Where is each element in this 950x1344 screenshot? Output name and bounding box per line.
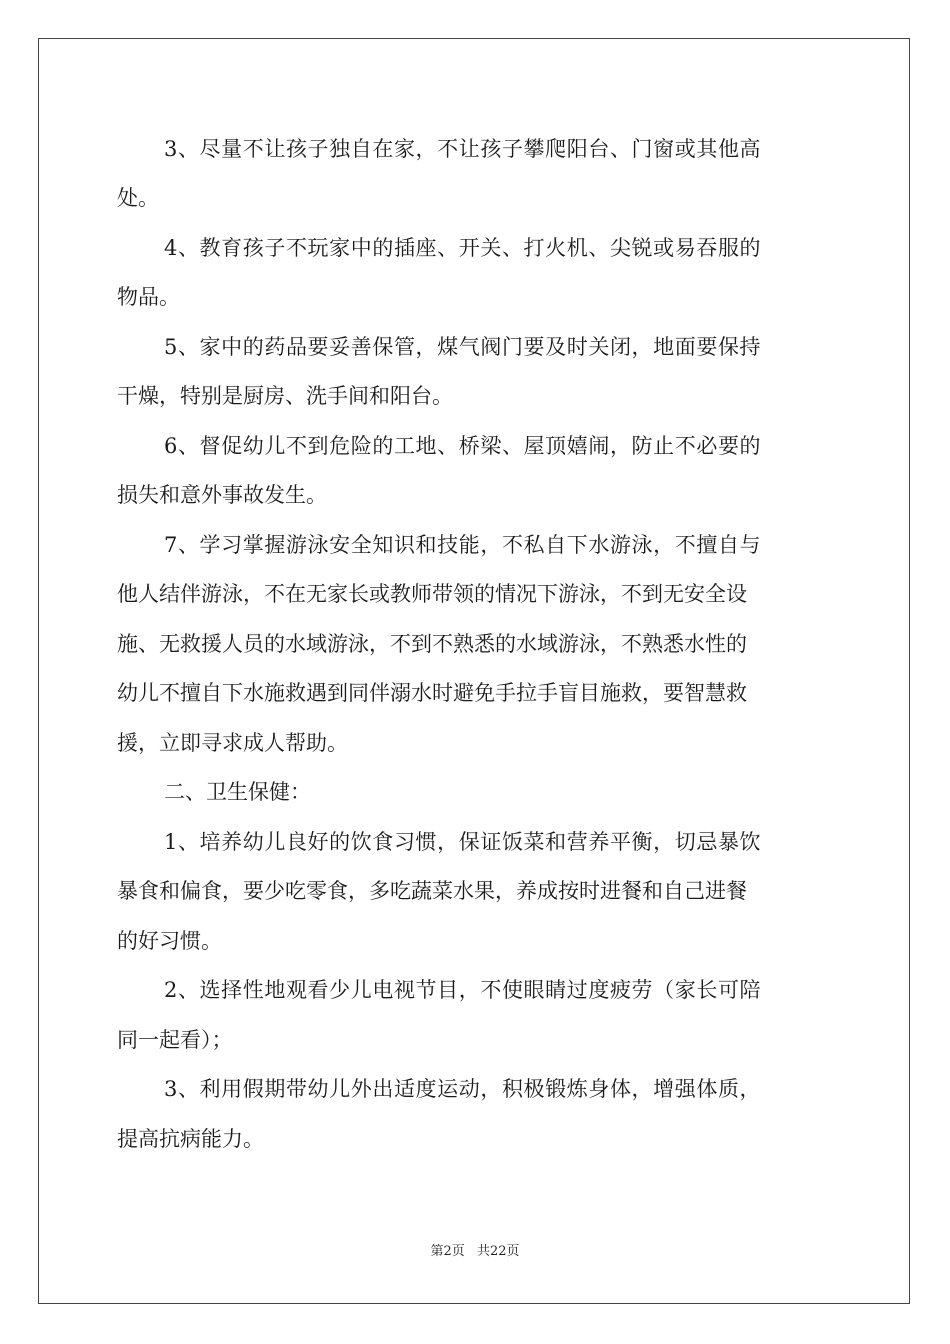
paragraph-line: 处。 xyxy=(117,186,159,210)
paragraph-line: 提高抗病能力。 xyxy=(117,1127,264,1151)
page-footer xyxy=(0,1240,950,1259)
paragraph-line: 3、利用假期带幼儿外出适度运动，积极锻炼身体，增强体质， xyxy=(164,1077,762,1101)
paragraph-line: 同一起看）； xyxy=(117,1028,233,1052)
paragraph-line: 损失和意外事故发生。 xyxy=(117,483,327,507)
section-heading: 二、卫生保健： xyxy=(164,780,311,804)
paragraph-line: 援，立即寻求成人帮助。 xyxy=(117,731,348,755)
paragraph-line: 干燥，特别是厨房、洗手间和阳台。 xyxy=(117,384,453,408)
paragraph-line: 4、教育孩子不玩家中的插座、开关、打火机、尖锐或易吞服的 xyxy=(164,236,762,260)
paragraph-line: 幼儿不擅自下水施救遇到同伴溺水时避免手拉手盲目施救，要智慧救 xyxy=(117,681,747,705)
paragraph-line: 6、督促幼儿不到危险的工地、桥梁、屋顶嬉闹，防止不必要的 xyxy=(164,434,762,458)
paragraph-line: 施、无救援人员的水域游泳，不到不熟悉的水域游泳，不熟悉水性的 xyxy=(117,632,747,656)
paragraph-line: 3、尽量不让孩子独自在家，不让孩子攀爬阳台、门窗或其他高 xyxy=(164,137,762,161)
paragraph-line: 2、选择性地观看少儿电视节目，不使眼睛过度疲劳（家长可陪 xyxy=(164,978,762,1002)
page-total: 共22页 xyxy=(476,1244,520,1259)
paragraph-line: 5、家中的药品要妥善保管，煤气阀门要及时关闭，地面要保持 xyxy=(164,335,762,359)
paragraph-line: 物品。 xyxy=(117,285,180,309)
paragraph-line: 他人结伴游泳，不在无家长或教师带领的情况下游泳，不到无安全设 xyxy=(117,582,747,606)
paragraph-line: 1、培养幼儿良好的饮食习惯，保证饭菜和营养平衡，切忌暴饮 xyxy=(164,830,762,854)
page-border xyxy=(38,38,910,1304)
paragraph-line: 暴食和偏食，要少吃零食，多吃蔬菜水果，养成按时进餐和自己进餐 xyxy=(117,879,747,903)
page-number: 第2页 xyxy=(430,1244,465,1259)
paragraph-line: 7、学习掌握游泳安全知识和技能，不私自下水游泳，不擅自与 xyxy=(164,533,762,557)
paragraph-line: 的好习惯。 xyxy=(117,929,222,953)
